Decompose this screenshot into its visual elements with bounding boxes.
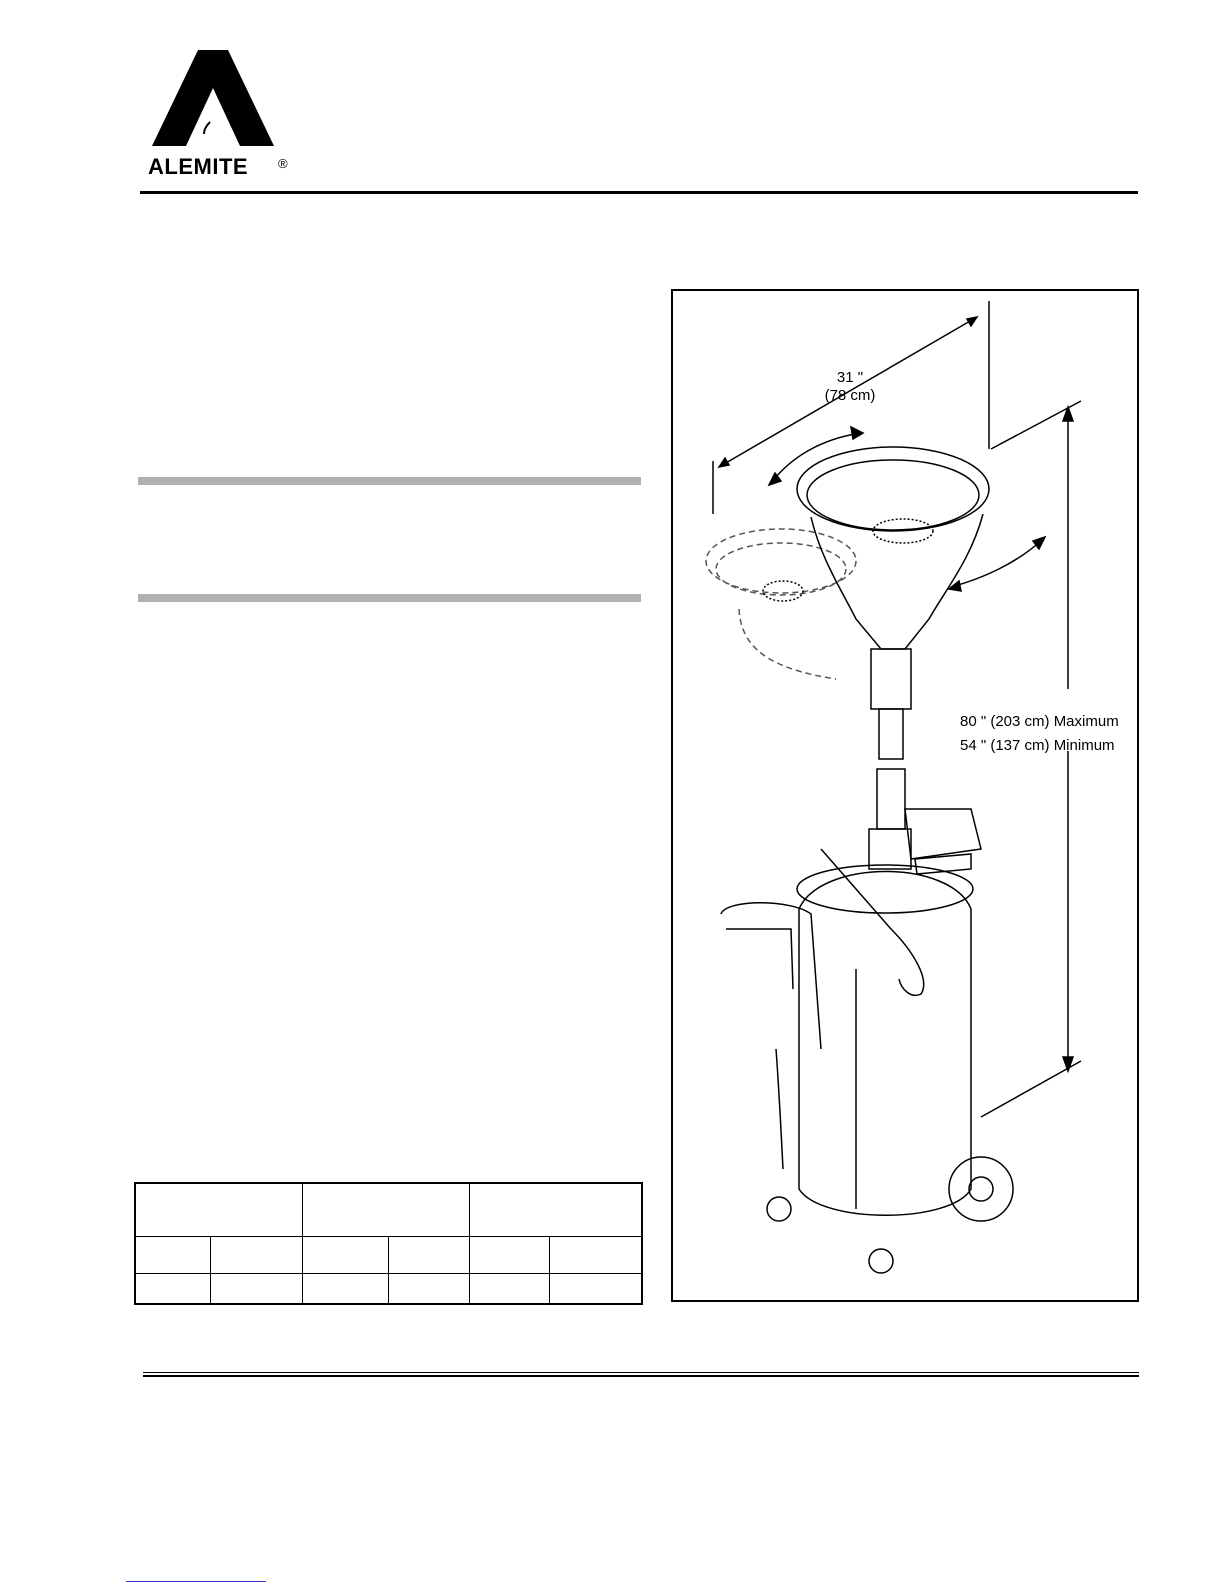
registered-mark: ® xyxy=(278,156,288,171)
footer-rule xyxy=(143,1372,1139,1373)
table-cell xyxy=(389,1273,470,1304)
footer-link-underline[interactable] xyxy=(126,1581,266,1582)
sub-header xyxy=(389,1236,470,1273)
height-minimum: 54 " (137 cm) Minimum xyxy=(960,737,1115,754)
table-cell xyxy=(470,1273,550,1304)
header-group xyxy=(470,1183,643,1236)
sub-header xyxy=(210,1236,302,1273)
height-dimension-label xyxy=(960,710,1119,758)
brand-name: ALEMITE xyxy=(148,154,249,179)
header-group xyxy=(135,1183,303,1236)
height-maximum: 80 " (203 cm) Maximum xyxy=(960,713,1119,730)
width-cm: (78 cm) xyxy=(824,387,876,404)
section-divider-bottom xyxy=(138,594,641,602)
table-row xyxy=(135,1273,642,1304)
sub-header xyxy=(303,1236,389,1273)
sub-header xyxy=(470,1236,550,1273)
table-cell xyxy=(210,1273,302,1304)
table-header-row xyxy=(135,1183,642,1236)
spec-table xyxy=(134,1182,643,1305)
table-cell xyxy=(303,1273,389,1304)
footer-rule xyxy=(143,1375,1139,1377)
header-group xyxy=(303,1183,470,1236)
alemite-logo xyxy=(148,50,278,150)
oil-drain-illustration xyxy=(671,289,1139,1302)
header-rule xyxy=(140,191,1138,194)
width-inches: 31 " xyxy=(836,369,864,386)
table-cell xyxy=(550,1273,642,1304)
table-cell xyxy=(135,1273,210,1304)
sub-header xyxy=(550,1236,642,1273)
width-dimension-label xyxy=(800,369,900,405)
sub-header xyxy=(135,1236,210,1273)
table-subheader-row xyxy=(135,1236,642,1273)
section-divider-top xyxy=(138,477,641,485)
